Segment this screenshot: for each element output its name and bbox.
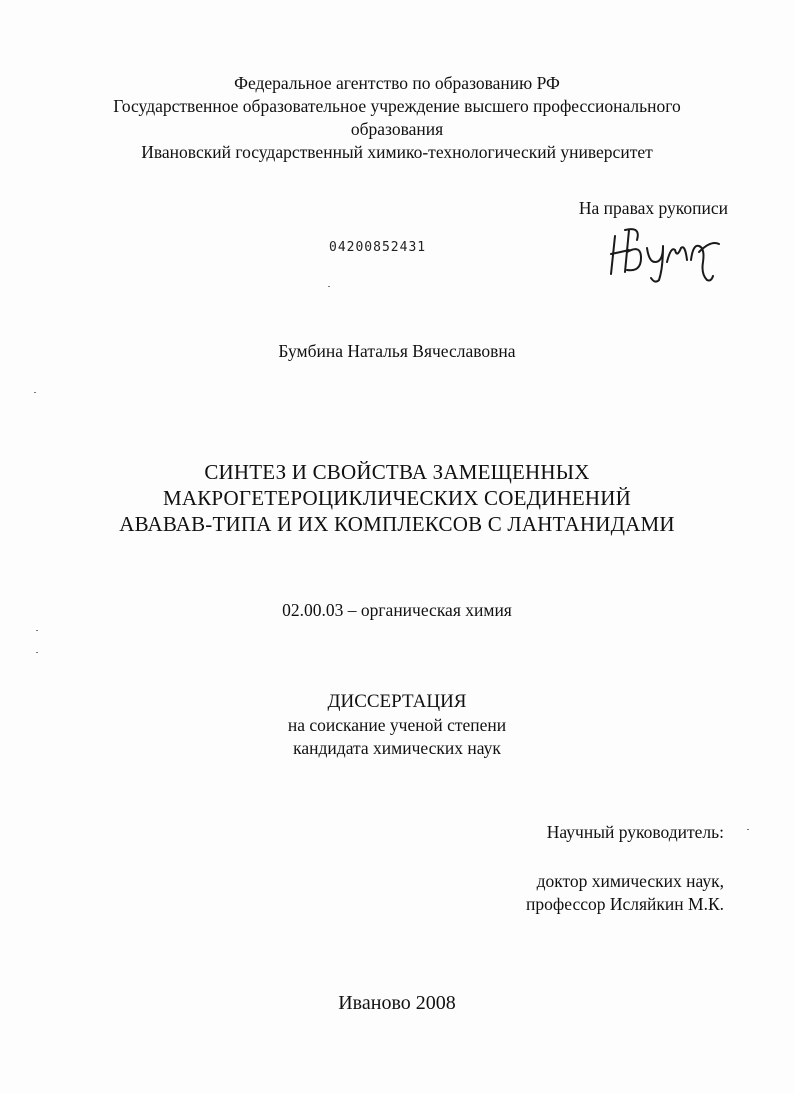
- header-line-agency: Федеральное агентство по образованию РФ: [234, 73, 560, 93]
- scan-speck: [747, 829, 749, 830]
- header-line-institution: Государственное образовательное учреждение высшего профессионального: [113, 96, 681, 116]
- supervisor-degree: доктор химических наук,: [536, 871, 724, 891]
- document-type-heading: ДИССЕРТАЦИЯ: [327, 691, 467, 712]
- document-type: [0, 689, 794, 760]
- city-year: Иваново 2008: [338, 992, 456, 1014]
- degree-line: кандидата химических наук: [293, 738, 501, 758]
- handwritten-signature: [607, 222, 727, 284]
- degree-line: на соискание ученой степени: [287, 715, 507, 735]
- scan-speck: [36, 630, 38, 631]
- institution-header: [0, 72, 794, 164]
- supervisor-label: Научный руководитель:: [546, 822, 724, 842]
- supervisor-name: профессор Исляйкин М.К.: [526, 894, 724, 914]
- scan-speck: [328, 286, 330, 287]
- title-line: СИНТЕЗ И СВОЙСТВА ЗАМЕЩЕННЫХ: [204, 460, 590, 484]
- scan-speck: [36, 652, 38, 653]
- archive-number: 04200852431: [329, 240, 427, 255]
- author-name: Бумбина Наталья Вячеславовна: [278, 341, 516, 361]
- header-line-institution-cont: образования: [350, 119, 444, 139]
- supervisor-info: [526, 870, 724, 916]
- header-line-university: Ивановский государственный химико-технологический университет: [141, 142, 653, 162]
- manuscript-rights-note: На правах рукописи: [578, 198, 728, 218]
- scan-speck: [34, 392, 36, 393]
- title-line: МАКРОГЕТЕРОЦИКЛИЧЕСКИХ СОЕДИНЕНИЙ: [162, 486, 632, 510]
- specialty-code: 02.00.03 – органическая химия: [282, 600, 512, 620]
- dissertation-title: [0, 459, 794, 537]
- title-line: АВАВАВ-ТИПА И ИХ КОМПЛЕКСОВ С ЛАНТАНИДАМИ: [119, 512, 675, 536]
